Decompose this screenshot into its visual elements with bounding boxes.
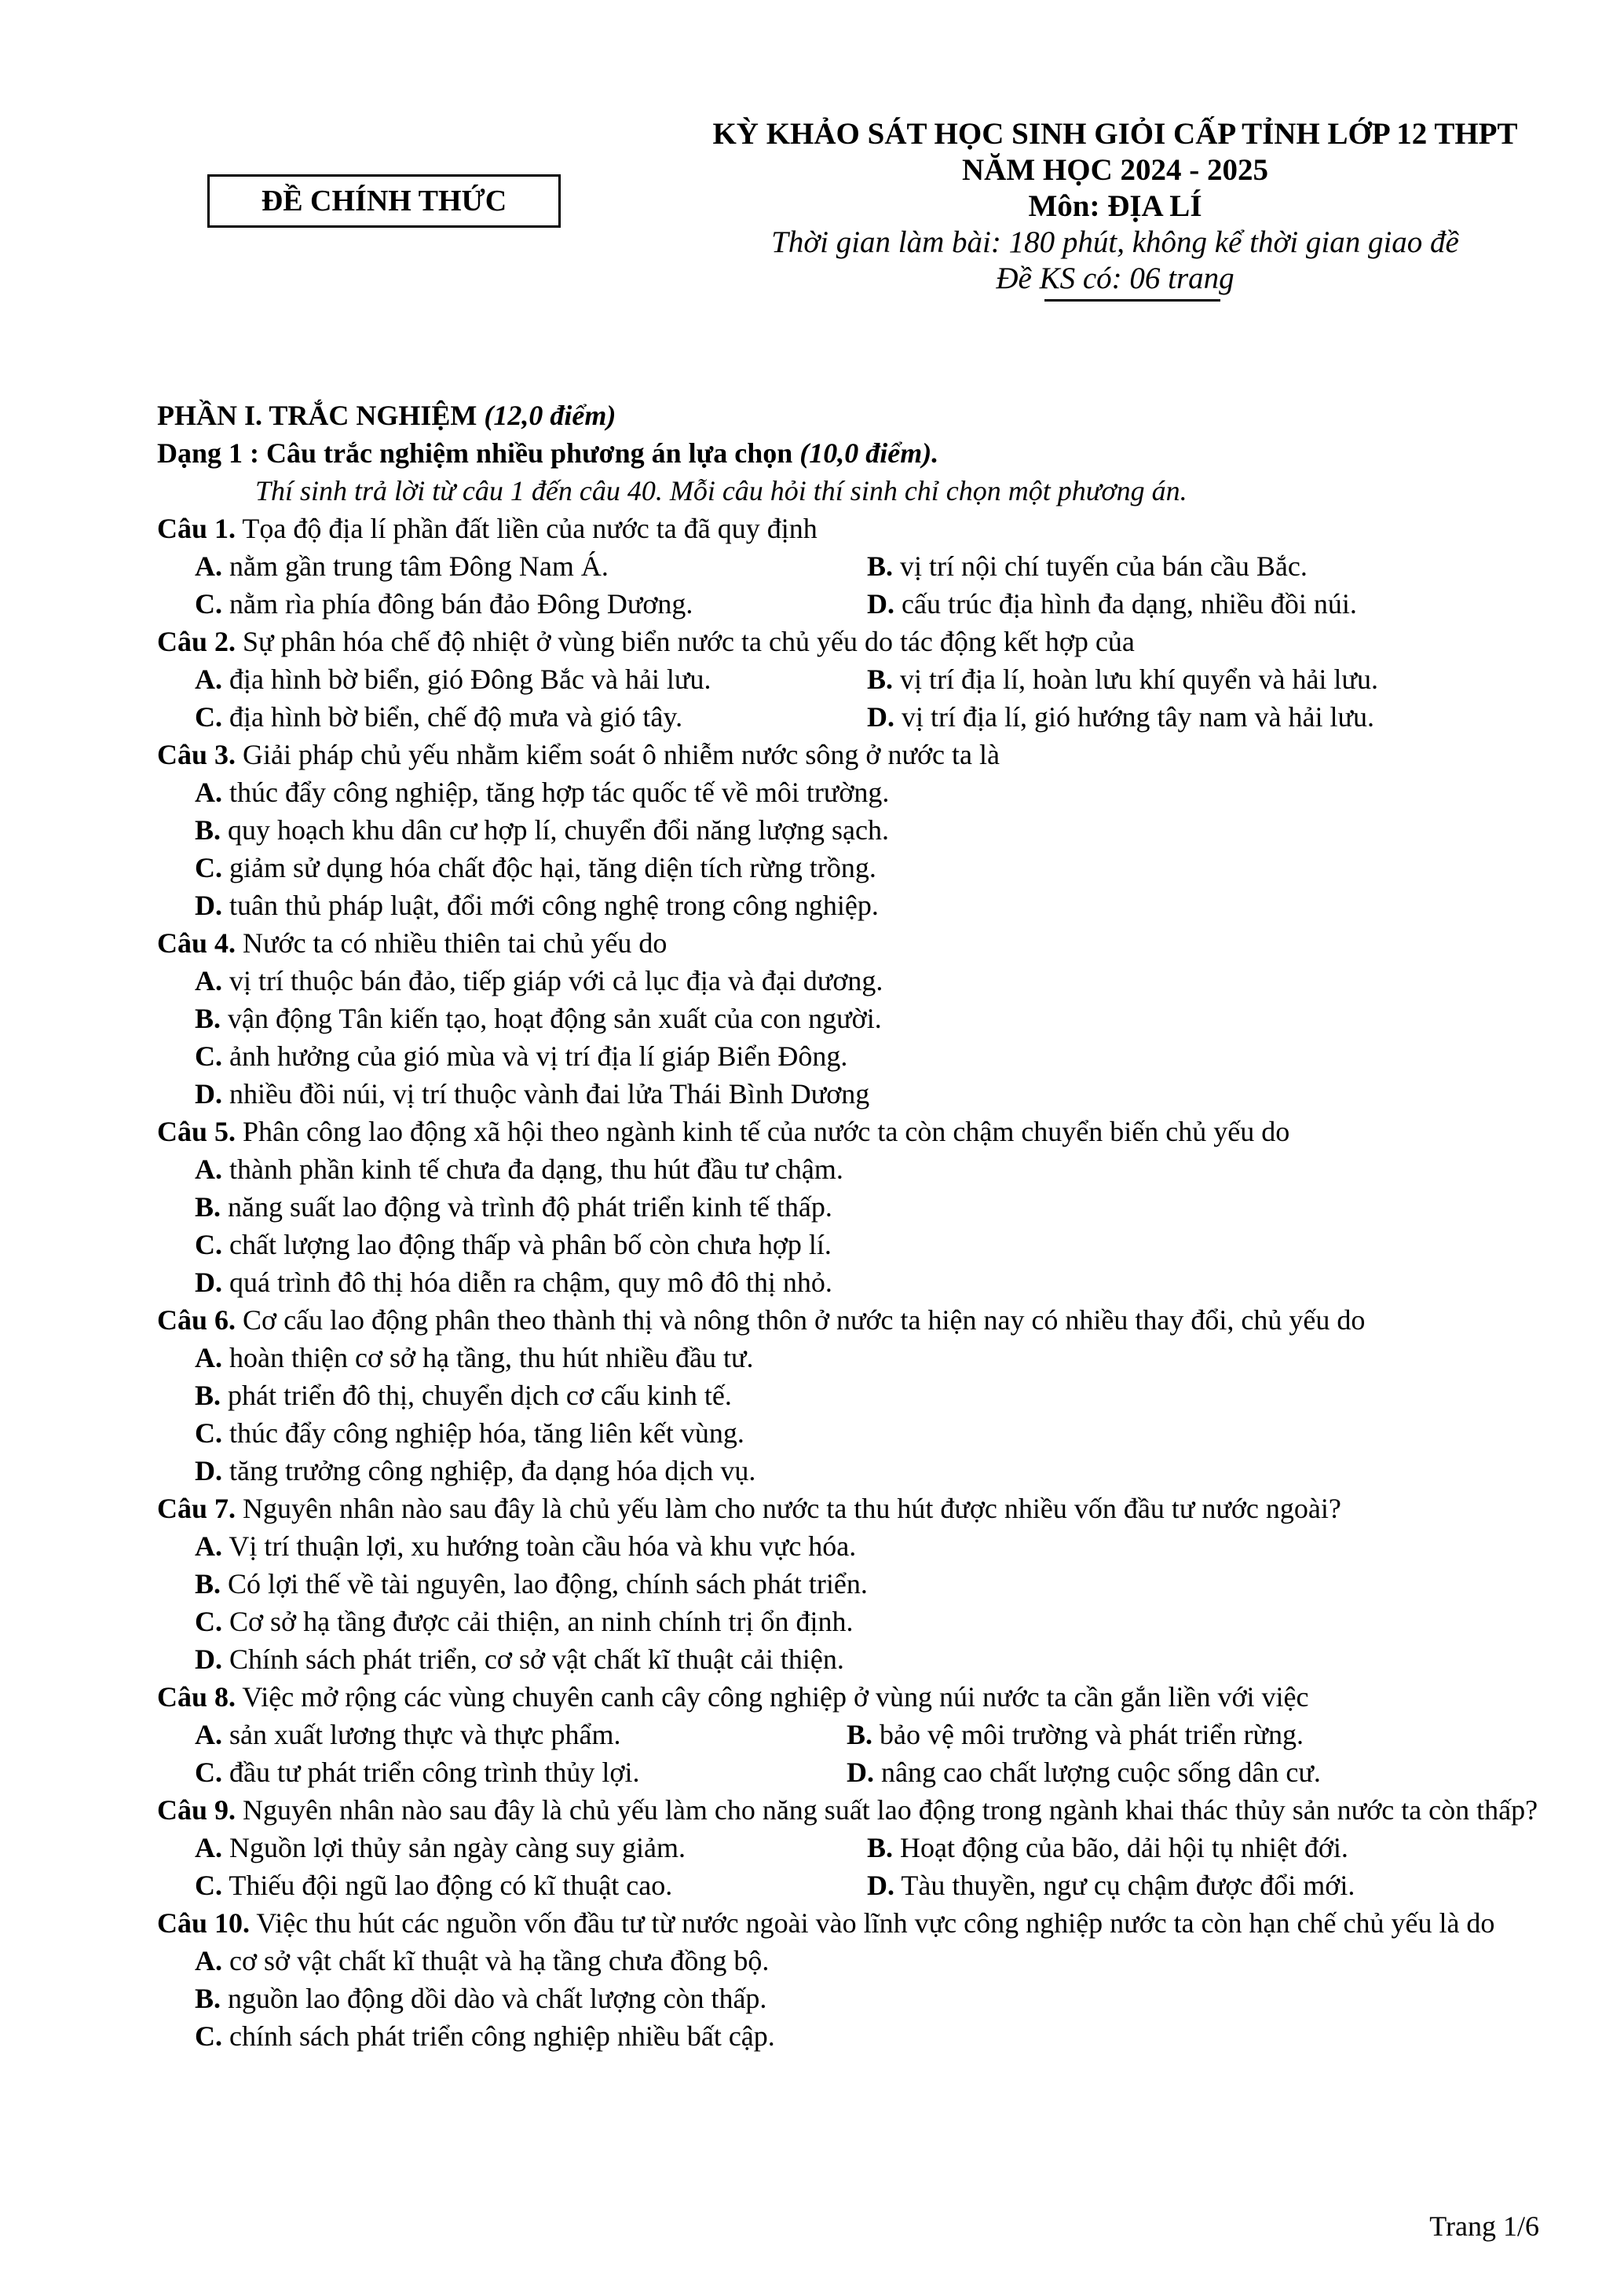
option-a: A. thành phần kinh tế chưa đa dạng, thu hút đầu tư chậm. — [195, 1153, 843, 1185]
question-text: Cơ cấu lao động phân theo thành thị và nông thôn ở nước ta hiện nay có nhiều thay đổi, chủ yếu do — [243, 1304, 1366, 1336]
question-text: Sự phân hóa chế độ nhiệt ở vùng biển nước ta chủ yếu do tác động kết hợp của — [243, 626, 1135, 657]
question-number: Câu 10. — [157, 1907, 251, 1939]
question-10 — [157, 1904, 1539, 1942]
option-b: B. phát triển đô thị, chuyển dịch cơ cấu kinh tế. — [195, 1380, 732, 1411]
option-a: A. vị trí thuộc bán đảo, tiếp giáp với cả lục địa và đại dương. — [195, 965, 883, 996]
option-b: B. vị trí nội chí tuyến của bán cầu Bắc. — [867, 550, 1308, 582]
question-text: Giải pháp chủ yếu nhằm kiểm soát ô nhiễm nước sông ở nước ta là — [243, 739, 1000, 770]
option-a: A. sản xuất lương thực và thực phẩm. — [195, 1719, 621, 1750]
option-a: A. thúc đẩy công nghiệp, tăng hợp tác quốc tế về môi trường. — [195, 777, 890, 808]
option-d: D. nâng cao chất lượng cuộc sống dân cư. — [847, 1757, 1321, 1788]
question-type — [157, 434, 1539, 472]
question-text: Nước ta có nhiều thiên tai chủ yếu do — [243, 927, 668, 959]
section-title-text: PHẦN I. TRẮC NGHIỆM — [157, 400, 477, 431]
option-a: A. Nguồn lợi thủy sản ngày càng suy giảm. — [195, 1832, 686, 1863]
option-a: A. cơ sở vật chất kĩ thuật và hạ tầng chưa đồng bộ. — [195, 1945, 770, 1976]
section-points: (12,0 điểm) — [484, 400, 616, 431]
question-3 — [157, 736, 1539, 773]
option-c: C. địa hình bờ biển, chế độ mưa và gió tây. — [195, 701, 683, 733]
option-d: D. nhiều đồi núi, vị trí thuộc vành đai lửa Thái Bình Dương — [195, 1078, 870, 1110]
question-number: Câu 4. — [157, 927, 236, 959]
option-a: A. nằm gần trung tâm Đông Nam Á. — [195, 550, 609, 582]
official-label: ĐỀ CHÍNH THỨC — [261, 185, 507, 218]
exam-content — [157, 397, 1539, 2055]
option-d: D. Chính sách phát triển, cơ sở vật chất kĩ thuật cải thiện. — [195, 1643, 844, 1675]
option-c: C. giảm sử dụng hóa chất độc hại, tăng diện tích rừng trồng. — [195, 852, 876, 883]
option-c: C. chính sách phát triển công nghiệp nhiều bất cập. — [195, 2020, 775, 2052]
question-number: Câu 6. — [157, 1304, 236, 1336]
option-a: A. hoàn thiện cơ sở hạ tầng, thu hút nhiều đầu tư. — [195, 1342, 754, 1373]
page-number: Trang 1/6 — [1429, 2210, 1539, 2242]
question-text: Nguyên nhân nào sau đây là chủ yếu làm cho nước ta thu hút được nhiều vốn đầu tư nước ngoài? — [243, 1493, 1341, 1524]
option-b: B. vị trí địa lí, hoàn lưu khí quyển và hải lưu. — [867, 664, 1378, 695]
option-a: A. Vị trí thuận lợi, xu hướng toàn cầu hóa và khu vực hóa. — [195, 1530, 857, 1562]
question-7 — [157, 1490, 1539, 1527]
question-text: Việc thu hút các nguồn vốn đầu tư từ nước ngoài vào lĩnh vực công nghiệp nước ta còn hạn chế chủ yếu là do — [256, 1907, 1495, 1939]
page-count: Đề KS có: 06 trang — [996, 261, 1234, 295]
option-c: C. chất lượng lao động thấp và phân bố còn chưa hợp lí. — [195, 1229, 832, 1260]
option-a: A. địa hình bờ biển, gió Đông Bắc và hải lưu. — [195, 664, 711, 695]
question-2 — [157, 623, 1539, 660]
question-text: Tọa độ địa lí phần đất liền của nước ta đã quy định — [242, 513, 817, 544]
question-9 — [157, 1791, 1539, 1829]
question-text: Nguyên nhân nào sau đây là chủ yếu làm cho năng suất lao động trong ngành khai thác thủy sản nước ta còn thấp? — [243, 1794, 1538, 1826]
question-1 — [157, 510, 1539, 547]
option-b: B. năng suất lao động và trình độ phát triển kinh tế thấp. — [195, 1191, 832, 1223]
page-count-underline — [1044, 299, 1220, 302]
exam-time: Thời gian làm bài: 180 phút, không kể thời gian giao đề — [771, 225, 1459, 259]
question-number: Câu 2. — [157, 626, 236, 657]
option-b: B. nguồn lao động dồi dào và chất lượng còn thấp. — [195, 1983, 767, 2014]
question-type-points: (10,0 điểm). — [799, 437, 939, 469]
option-d: D. tăng trưởng công nghiệp, đa dạng hóa dịch vụ. — [195, 1455, 756, 1486]
option-c: C. Thiếu đội ngũ lao động có kĩ thuật cao. — [195, 1870, 673, 1901]
official-label-box — [207, 174, 561, 228]
option-d: D. quá trình đô thị hóa diễn ra chậm, quy mô đô thị nhỏ. — [195, 1267, 832, 1298]
section-title — [157, 397, 1539, 434]
option-d: D. cấu trúc địa hình đa dạng, nhiều đồi núi. — [867, 588, 1357, 620]
school-year: NĂM HỌC 2024 - 2025 — [962, 153, 1268, 187]
option-c: C. ảnh hưởng của gió mùa và vị trí địa lí giáp Biển Đông. — [195, 1040, 848, 1072]
option-d: D. vị trí địa lí, gió hướng tây nam và hải lưu. — [867, 701, 1374, 733]
option-b: B. quy hoạch khu dân cư hợp lí, chuyển đổi năng lượng sạch. — [195, 814, 889, 846]
option-c: C. nằm rìa phía đông bán đảo Đông Dương. — [195, 588, 693, 620]
exam-title: KỲ KHẢO SÁT HỌC SINH GIỎI CẤP TỈNH LỚP 12 THPT — [712, 117, 1518, 151]
question-number: Câu 9. — [157, 1794, 236, 1826]
question-5 — [157, 1113, 1539, 1150]
subject: Môn: ĐỊA LÍ — [1028, 189, 1202, 223]
question-number: Câu 7. — [157, 1493, 236, 1524]
question-number: Câu 8. — [157, 1681, 236, 1713]
question-text: Việc mở rộng các vùng chuyên canh cây công nghiệp ở vùng núi nước ta cần gắn liền với việc — [242, 1681, 1309, 1713]
option-d: D. Tàu thuyền, ngư cụ chậm được đổi mới. — [867, 1870, 1355, 1901]
option-b: B. Hoạt động của bão, dải hội tụ nhiệt đới. — [867, 1832, 1348, 1863]
question-8 — [157, 1678, 1539, 1716]
instruction: Thí sinh trả lời từ câu 1 đến câu 40. Mỗi câu hỏi thí sinh chỉ chọn một phương án. — [255, 475, 1187, 506]
option-c: C. thúc đẩy công nghiệp hóa, tăng liên kết vùng. — [195, 1417, 744, 1449]
page-count-line — [996, 261, 1234, 297]
option-b: B. bảo vệ môi trường và phát triển rừng. — [847, 1719, 1304, 1750]
exam-header — [644, 116, 1586, 297]
question-number: Câu 5. — [157, 1116, 236, 1147]
question-number: Câu 1. — [157, 513, 236, 544]
option-c: C. Cơ sở hạ tầng được cải thiện, an ninh chính trị ổn định. — [195, 1606, 854, 1637]
question-type-label: Dạng 1 : Câu trắc nghiệm nhiều phương án lựa chọn — [157, 437, 793, 469]
option-b: B. Có lợi thế về tài nguyên, lao động, chính sách phát triển. — [195, 1568, 868, 1600]
option-c: C. đầu tư phát triển công trình thủy lợi. — [195, 1757, 640, 1788]
option-d: D. tuân thủ pháp luật, đổi mới công nghệ trong công nghiệp. — [195, 890, 879, 921]
question-6 — [157, 1301, 1539, 1339]
question-4 — [157, 924, 1539, 962]
question-number: Câu 3. — [157, 739, 236, 770]
option-b: B. vận động Tân kiến tạo, hoạt động sản xuất của con người. — [195, 1003, 882, 1034]
question-text: Phân công lao động xã hội theo ngành kinh tế của nước ta còn chậm chuyển biến chủ yếu do — [243, 1116, 1290, 1147]
